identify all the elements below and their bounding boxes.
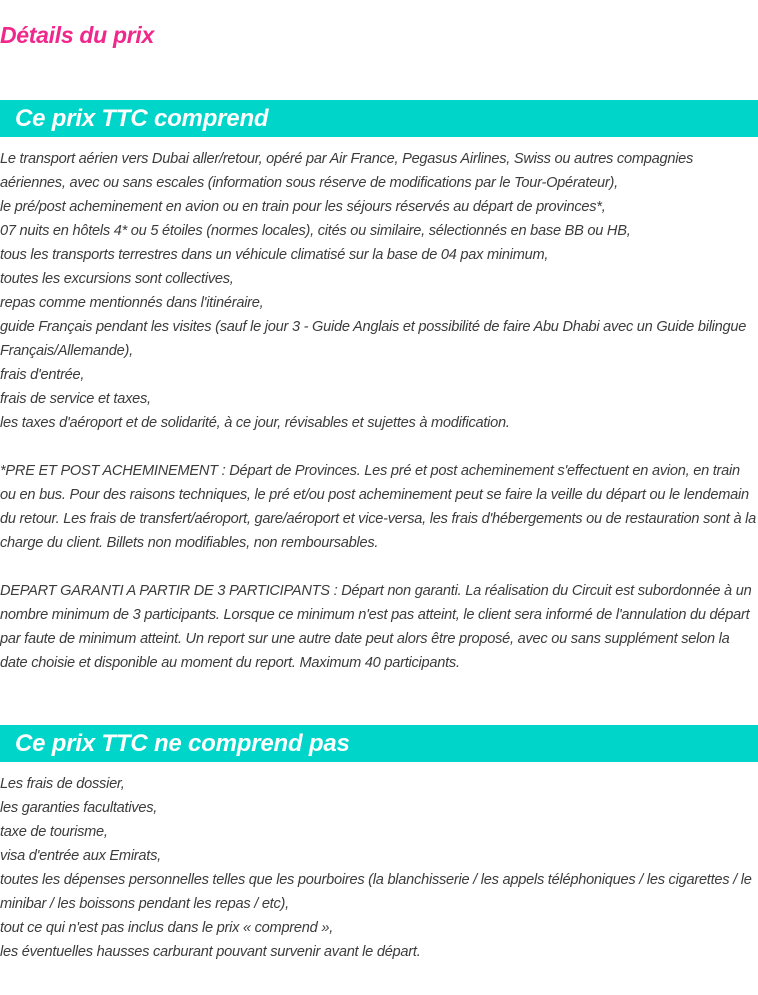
excludes-banner xyxy=(0,725,758,762)
includes-item: tous les transports terrestres dans un véhicule climatisé sur la base de 04 pax minimum, xyxy=(0,247,549,263)
paragraph-gap xyxy=(0,435,756,459)
excludes-heading: Ce prix TTC ne comprend pas xyxy=(15,730,350,757)
includes-item: les taxes d'aéroport et de solidarité, à ce jour, révisables et sujettes à modification. xyxy=(0,415,510,431)
excludes-item: taxe de tourisme, xyxy=(0,824,108,840)
excludes-item: les éventuelles hausses carburant pouvant survenir avant le départ. xyxy=(0,944,421,960)
includes-item: 07 nuits en hôtels 4* ou 5 étoiles (normes locales), cités ou similaire, sélectionnés en base BB ou HB, xyxy=(0,223,631,239)
preacheminement-note: *PRE ET POST ACHEMINEMENT : Départ de Provinces. Les pré et post acheminement s'effectuent en avion, en train ou en bus. Pour des raisons techniques, le pré et/ou post acheminement peut se faire la veille du départ ou le lendemain du retour. Les frais de transfert/aéroport, gare/aéroport et vice-versa, les frais d'hébergements ou de restauration sont à la charge du client. Billets non modifiables, non remboursables. xyxy=(0,463,756,551)
paragraph-gap xyxy=(0,555,756,579)
includes-item: frais de service et taxes, xyxy=(0,391,151,407)
excludes-item: Les frais de dossier, xyxy=(0,776,125,792)
excludes-item: toutes les dépenses personnelles telles que les pourboires (la blanchisserie / les appels téléphoniques / les cigarettes / le minibar / les boissons pendant les repas / etc), xyxy=(0,872,752,912)
includes-item: toutes les excursions sont collectives, xyxy=(0,271,234,287)
includes-item: Le transport aérien vers Dubai aller/retour, opéré par Air France, Pegasus Airlines, Swiss ou autres compagnies aériennes, avec ou sans escales (information sous réserve de modifications par le Tour-Opérateur), xyxy=(0,151,694,191)
excludes-item: les garanties facultatives, xyxy=(0,800,158,816)
includes-content xyxy=(0,147,756,675)
includes-item: repas comme mentionnés dans l'itinéraire, xyxy=(0,295,264,311)
includes-item: frais d'entrée, xyxy=(0,367,85,383)
page-title: Détails du prix xyxy=(0,22,154,48)
includes-item: le pré/post acheminement en avion ou en train pour les séjours réservés au départ de provinces*, xyxy=(0,199,606,215)
depart-garanti-note: DEPART GARANTI A PARTIR DE 3 PARTICIPANTS : Départ non garanti. La réalisation du Circuit est subordonnée à un nombre minimum de 3 participants. Lorsque ce minimum n'est pas atteint, le client sera informé de l'annulation du départ par faute de minimum atteint. Un report sur une autre date peut alors être proposé, avec ou sans supplément selon la date choisie et disponible au moment du report. Maximum 40 participants. xyxy=(0,583,752,671)
includes-item: guide Français pendant les visites (sauf le jour 3 - Guide Anglais et possibilité de faire Abu Dhabi avec un Guide bilingue Français/Allemande), xyxy=(0,319,747,359)
includes-heading: Ce prix TTC comprend xyxy=(15,105,269,132)
excludes-item: visa d'entrée aux Emirats, xyxy=(0,848,161,864)
includes-banner xyxy=(0,100,758,137)
excludes-content xyxy=(0,772,756,964)
excludes-item: tout ce qui n'est pas inclus dans le prix « comprend », xyxy=(0,920,333,936)
